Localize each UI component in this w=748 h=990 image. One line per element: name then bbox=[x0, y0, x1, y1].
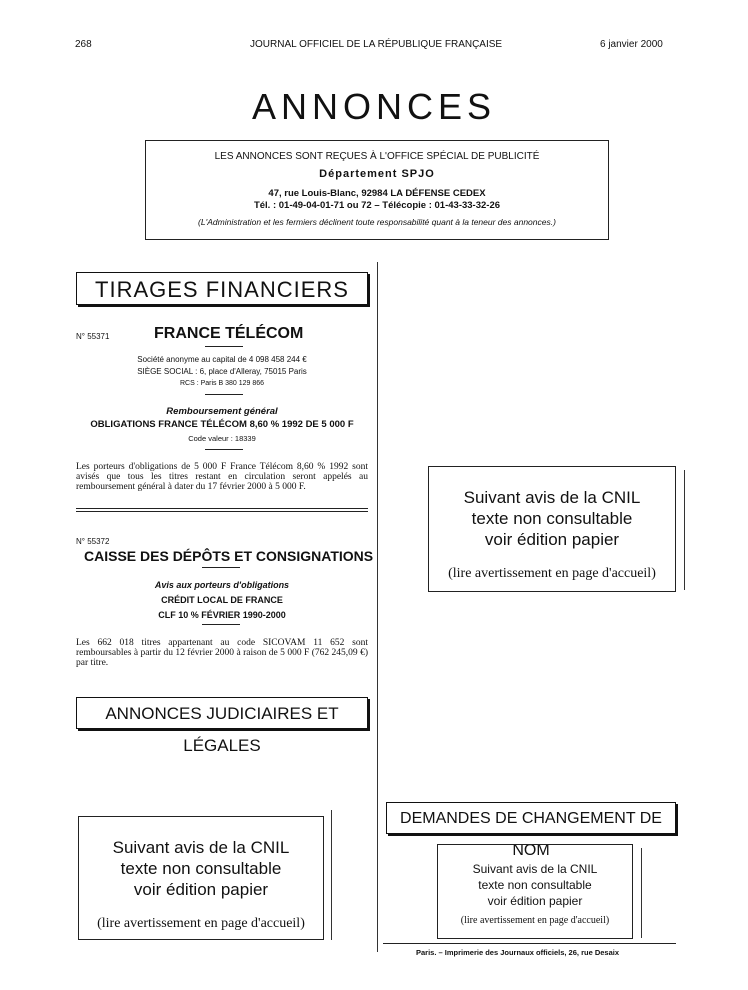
cnil-notice-small bbox=[437, 844, 633, 939]
footer-rule bbox=[383, 943, 676, 944]
info-address: 47, rue Louis-Blanc, 92984 LA DÉFENSE CEDEX bbox=[268, 188, 486, 199]
notice-1-subtitle: Remboursement général bbox=[166, 406, 278, 417]
rule bbox=[202, 567, 240, 568]
page-title: ANNONCES bbox=[251, 86, 497, 127]
notice-1-bond: OBLIGATIONS FRANCE TÉLÉCOM 8,60 % 1992 DE 5 000 F bbox=[90, 419, 354, 430]
cnil-line-1: Suivant avis de la CNIL bbox=[463, 488, 641, 507]
notice-1-rcs: RCS : Paris B 380 129 866 bbox=[179, 380, 265, 387]
notice-1-code: Code valeur : 18339 bbox=[188, 434, 256, 443]
cnil-line-2: texte non consultable bbox=[471, 509, 633, 528]
rule bbox=[205, 394, 243, 395]
notice-1-body: Les porteurs d'obligations de 5 000 F France Télécom 8,60 % 1992 sont avisés que tous les titres restant en circulation seront appelés au remboursement général à dater du 17 février 2000 à 5 000 F. bbox=[76, 462, 368, 492]
cnil-line-2: texte non consultable bbox=[478, 878, 592, 892]
notice-2-number: N° 55372 bbox=[76, 537, 110, 546]
notice-1-company: FRANCE TÉLÉCOM bbox=[154, 325, 304, 342]
info-line-1: LES ANNONCES SONT REÇUES À L'OFFICE SPÉCIAL DE PUBLICITÉ bbox=[214, 151, 540, 162]
margin-rule bbox=[641, 848, 642, 938]
margin-rule bbox=[684, 470, 685, 590]
info-department: Département SPJO bbox=[319, 168, 435, 180]
section-changement-de-nom: DEMANDES DE CHANGEMENT DE NOM bbox=[386, 802, 676, 834]
cnil-notice-right bbox=[428, 466, 676, 592]
journal-title: JOURNAL OFFICIEL DE LA RÉPUBLIQUE FRANÇAISE bbox=[250, 39, 503, 50]
cnil-line-3: voir édition papier bbox=[133, 880, 269, 899]
cnil-line-1: Suivant avis de la CNIL bbox=[472, 862, 598, 876]
notice-separator bbox=[76, 511, 368, 512]
notice-separator bbox=[76, 508, 368, 509]
cnil-note: (lire avertissement en page d'accueil) bbox=[97, 916, 305, 931]
notice-1-number: N° 55371 bbox=[76, 332, 110, 341]
notice-2-bond: CLF 10 % FÉVRIER 1990-2000 bbox=[158, 610, 286, 620]
rule bbox=[202, 624, 240, 625]
info-box bbox=[145, 140, 609, 240]
section-annonces-judiciaires: ANNONCES JUDICIAIRES ET LÉGALES bbox=[76, 697, 368, 729]
notice-1-capital: Société anonyme au capital de 4 098 458 244 € bbox=[137, 355, 307, 364]
cnil-line-3: voir édition papier bbox=[487, 894, 583, 908]
cnil-notice-left bbox=[78, 816, 324, 940]
notice-2-body: Les 662 018 titres appartenant au code SICOVAM 11 652 sont remboursables à partir du 12 février 2000 à raison de 5 000 F (762 245,09 €) par titre. bbox=[76, 638, 368, 668]
cnil-note: (lire avertissement en page d'accueil) bbox=[460, 915, 610, 926]
footer-imprint: Paris. – Imprimerie des Journaux officiels, 26, rue Desaix bbox=[416, 948, 620, 957]
section-tirages-financiers: TIRAGES FINANCIERS bbox=[76, 272, 368, 305]
notice-1-siege: SIÈGE SOCIAL : 6, place d'Alleray, 75015 Paris bbox=[137, 367, 307, 376]
margin-rule bbox=[331, 810, 332, 940]
cnil-note: (lire avertissement en page d'accueil) bbox=[448, 566, 656, 581]
rule bbox=[205, 346, 243, 347]
page-number: 268 bbox=[75, 39, 92, 50]
notice-2-subtitle: Avis aux porteurs d'obligations bbox=[154, 580, 290, 590]
info-phone: Tél. : 01-49-04-01-71 ou 72 – Télécopie : 01-43-33-32-26 bbox=[253, 200, 501, 211]
column-divider bbox=[377, 262, 378, 952]
notice-2-company: CAISSE DES DÉPÔTS ET CONSIGNATIONS bbox=[84, 548, 374, 564]
notice-2-issuer: CRÉDIT LOCAL DE FRANCE bbox=[161, 595, 283, 605]
cnil-line-2: texte non consultable bbox=[120, 859, 282, 878]
cnil-line-1: Suivant avis de la CNIL bbox=[112, 838, 290, 857]
cnil-line-3: voir édition papier bbox=[484, 530, 620, 549]
rule bbox=[205, 449, 243, 450]
issue-date: 6 janvier 2000 bbox=[600, 39, 663, 50]
info-disclaimer: (L'Administration et les fermiers déclinent toute responsabilité quant à la teneur des annonces.) bbox=[198, 217, 556, 227]
